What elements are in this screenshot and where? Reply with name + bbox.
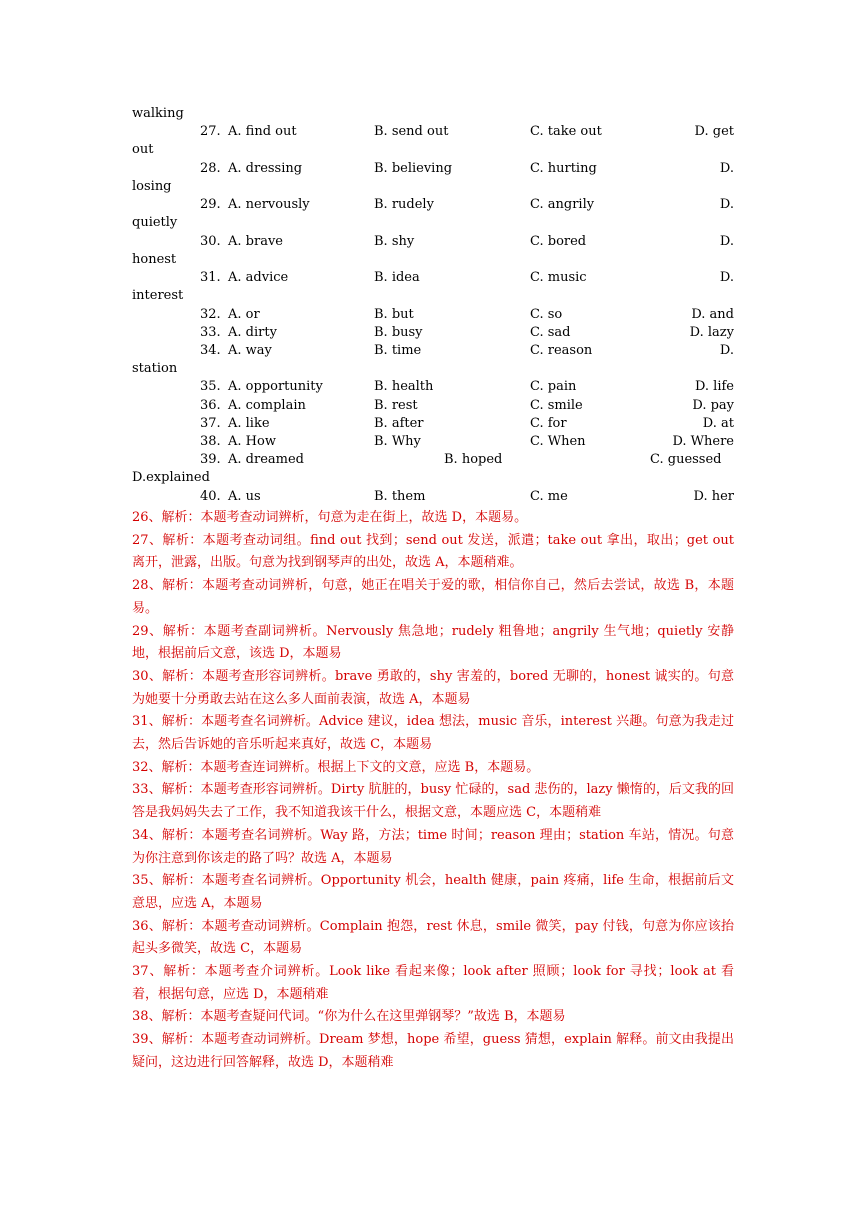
question-option-row — [132, 378, 734, 396]
analysis-paragraph: 30、解析：本题考查形容词辨析。brave 勇敢的，shy 害羞的，bored 无聊的，honest 诚实的。句意为她要十分勇敢去站在这么多人面前表演，故选 A，本题易 — [132, 668, 734, 707]
analysis-paragraph: 26、解析：本题考查动词辨析，句意为走在街上，故选 D，本题易。 — [132, 510, 528, 525]
option-c: C. music — [530, 270, 587, 285]
option-b: B. time — [374, 343, 422, 358]
question-number: 32. — [200, 307, 221, 322]
option-a: A. dreamed — [228, 452, 304, 467]
wrapped-option-text: D.explained — [132, 470, 210, 485]
option-a: A. like — [228, 416, 270, 431]
option-a: A. dressing — [228, 161, 303, 176]
wrapped-option-text: losing — [132, 179, 172, 194]
analysis-paragraph: 37、解析：本题考查介词辨析。Look like 看起来像；look after 照顾；look for 寻找；look at 看着，根据句意，应选 D，本题稍难 — [132, 964, 734, 1002]
question-option-row — [132, 160, 734, 178]
option-b: B. health — [374, 379, 434, 394]
analysis-paragraph: 33、解析：本题考查形容词辨析。Dirty 肮脏的，busy 忙碌的，sad 悲伤的，lazy 懒惰的，后文我的回答是我妈妈失去了工作，我不知道我该干什么，根据文意，本题应选 C，本题稍难 — [132, 782, 734, 821]
option-b: B. hoped — [444, 452, 503, 467]
option-c: C. bored — [530, 234, 587, 249]
analysis-paragraph: 34、解析：本题考查名词辨析。Way 路，方法；time 时间；reason 理由；station 车站，情况。句意为你注意到你该走的路了吗？故选 A，本题易 — [132, 827, 734, 866]
question-number: 40. — [200, 489, 221, 504]
question-number: 33. — [200, 325, 221, 340]
analysis-paragraph: 29、解析：本题考查副词辨析。Nervously 焦急地；rudely 粗鲁地；angrily 生气地；quietly 安静地，根据前后文意，该选 D，本题易 — [132, 623, 734, 662]
option-d: D. — [719, 161, 734, 176]
analysis-paragraph: 28、解析：本题考查动词辨析，句意，她正在唱关于爱的歌，相信你自己，然后去尝试，故选 B，本题易。 — [132, 578, 734, 616]
option-d: D. Where — [672, 434, 734, 449]
option-b: B. busy — [374, 325, 423, 340]
wrapped-option-text: quietly — [132, 215, 178, 230]
option-c: C. for — [530, 416, 567, 431]
wrapped-option-text: honest — [132, 252, 177, 267]
question-option-row — [132, 433, 734, 451]
option-c: C. guessed — [650, 452, 722, 467]
option-b: B. rudely — [374, 197, 434, 212]
analysis-paragraph: 35、解析：本题考查名词辨析。Opportunity 机会，health 健康，pain 疼痛，life 生命，根据前后文意思，应选 A，本题易 — [132, 873, 734, 911]
option-d: D. and — [691, 307, 734, 322]
question-number: 35. — [200, 379, 221, 394]
option-a: A. brave — [228, 234, 283, 249]
option-b: B. send out — [374, 124, 449, 139]
question-option-row — [132, 397, 734, 415]
option-a: A. complain — [228, 398, 306, 413]
analysis-paragraph: 38、解析：本题考查疑问代词。“你为什么在这里弹钢琴？”故选 B，本题易 — [132, 1009, 566, 1025]
option-a: A. nervously — [228, 197, 310, 212]
wrapped-option-text: interest — [132, 288, 184, 303]
wrapped-option-text: walking — [132, 106, 184, 121]
option-a: A. opportunity — [228, 379, 323, 394]
question-number: 28. — [200, 161, 221, 176]
option-c: C. sad — [530, 325, 571, 340]
option-b: B. believing — [374, 161, 453, 176]
option-b: B. idea — [374, 270, 420, 285]
option-c: C. me — [530, 489, 568, 504]
question-option-row — [132, 306, 734, 324]
analysis-paragraph: 36、解析：本题考查动词辨析。Complain 抱怨，rest 休息，smile 微笑，pay 付钱，句意为你应该抬起头多微笑，故选 C，本题易 — [132, 918, 734, 957]
option-c: C. take out — [530, 124, 602, 139]
option-d: D. get — [694, 124, 734, 139]
option-c: C. reason — [530, 343, 593, 358]
analysis-paragraph: 32、解析：本题考查连词辨析。根据上下文的文意，应选 B，本题易。 — [132, 759, 540, 775]
option-a: A. advice — [228, 270, 289, 285]
question-number: 37. — [200, 416, 221, 431]
question-option-row — [132, 269, 734, 287]
question-option-row — [132, 342, 734, 360]
option-c: C. smile — [530, 398, 583, 413]
option-d: D. her — [693, 489, 734, 504]
question-number: 27. — [200, 124, 221, 139]
question-option-row — [132, 123, 734, 141]
option-b: B. rest — [374, 398, 418, 413]
wrapped-option-text: out — [132, 142, 154, 157]
option-c: C. pain — [530, 379, 577, 394]
option-a: A. way — [228, 343, 272, 358]
question-number: 38. — [200, 434, 221, 449]
analysis-paragraph: 27、解析：本题考查动词组。find out 找到；send out 发送，派遣；take out 拿出，取出；get out 离开，泄露，出版。句意为找到钢琴声的出处，故选 A，本题稍难。 — [132, 532, 734, 571]
analysis-paragraph: 39、解析：本题考查动词辨析。Dream 梦想，hope 希望，guess 猜想，explain 解释。前文由我提出疑问，这边进行回答解释，故选 D，本题稍难 — [132, 1032, 734, 1070]
question-number: 39. — [200, 452, 221, 467]
option-b: B. after — [374, 416, 424, 431]
option-d: D. pay — [692, 398, 734, 413]
question-option-row — [132, 196, 734, 214]
option-b: B. shy — [374, 234, 415, 249]
question-number: 30. — [200, 234, 221, 249]
option-a: A. dirty — [228, 325, 277, 340]
question-number: 34. — [200, 343, 221, 358]
question-option-row — [132, 451, 734, 469]
option-d: D. life — [694, 379, 734, 394]
question-option-row — [132, 233, 734, 251]
analysis-paragraph: 31、解析：本题考查名词辨析。Advice 建议，idea 想法，music 音乐，interest 兴趣。句意为我走过去，然后告诉她的音乐听起来真好，故选 C，本题易 — [132, 714, 734, 753]
option-b: B. but — [374, 307, 414, 322]
answer-analysis-section — [132, 507, 734, 1075]
question-number: 36. — [200, 398, 221, 413]
question-number: 29. — [200, 197, 221, 212]
option-a: A. or — [228, 307, 260, 322]
option-a: A. find out — [228, 124, 297, 139]
question-option-row — [132, 324, 734, 342]
option-d: D. at — [702, 416, 734, 431]
question-number: 31. — [200, 270, 221, 285]
option-a: A. us — [228, 489, 261, 504]
question-option-row — [132, 488, 734, 506]
option-d: D. — [719, 270, 734, 285]
wrapped-option-text: station — [132, 361, 178, 376]
option-d: D. lazy — [689, 325, 734, 340]
option-c: C. hurting — [530, 161, 597, 176]
option-c: C. so — [530, 307, 563, 322]
option-c: C. When — [530, 434, 586, 449]
option-d: D. — [719, 234, 734, 249]
option-a: A. How — [228, 434, 276, 449]
option-c: C. angrily — [530, 197, 595, 212]
question-option-row — [132, 415, 734, 433]
option-d: D. — [719, 197, 734, 212]
option-b: B. Why — [374, 434, 421, 449]
option-b: B. them — [374, 489, 426, 504]
option-d: D. — [719, 343, 734, 358]
